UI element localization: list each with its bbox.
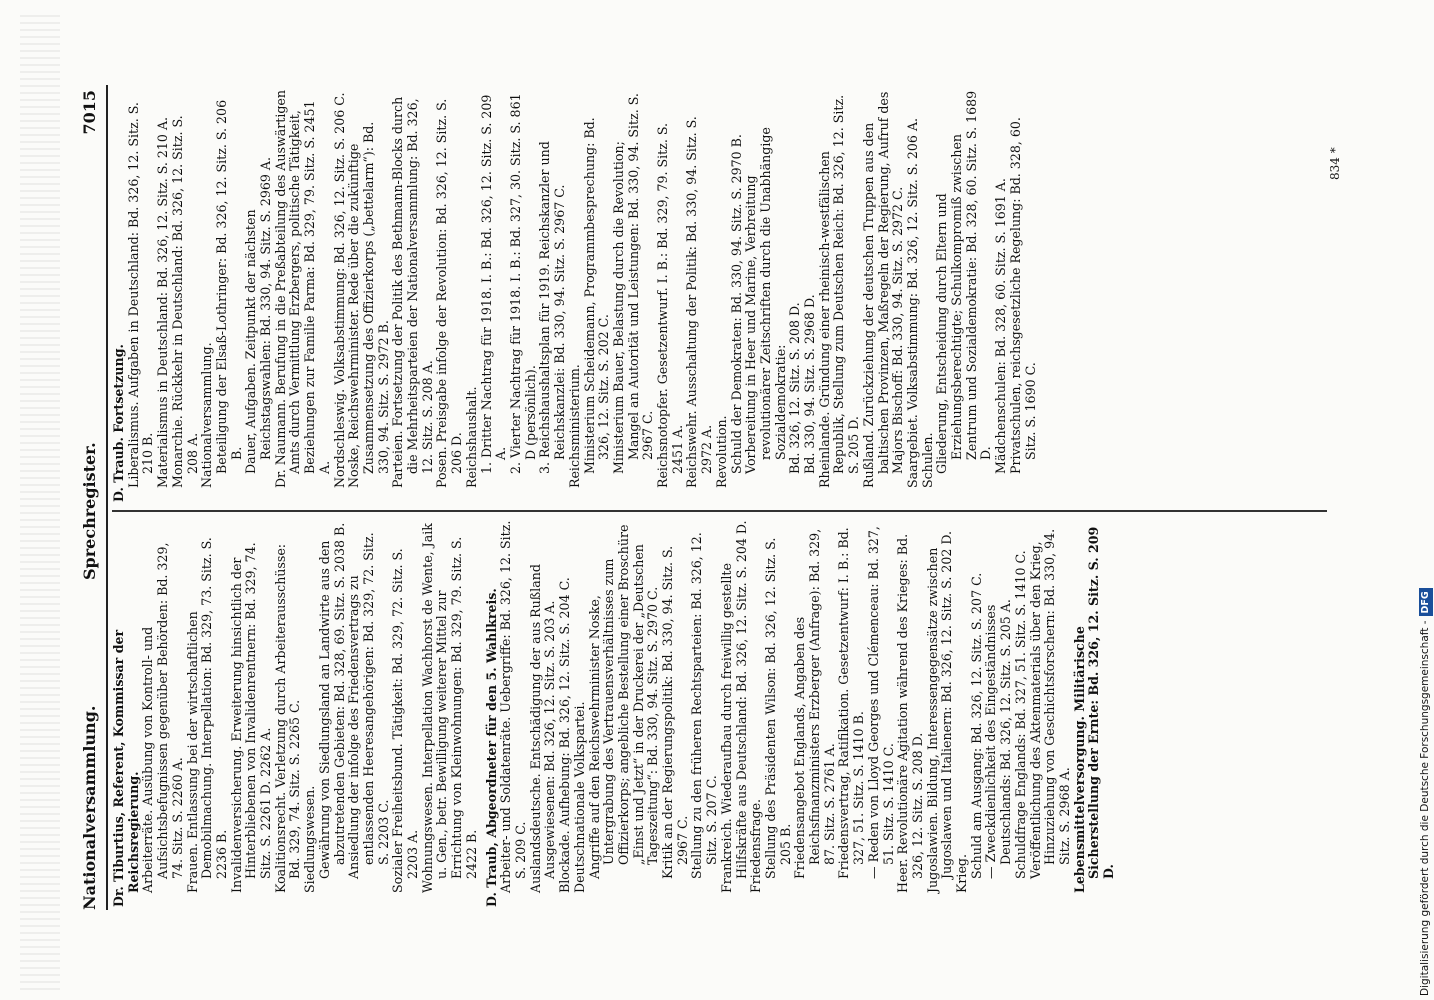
index-entry: Reichsnotopfer. Gesetzentwurf. I. B.: Bd. 329, 79. Sitz. S. 2451 A. (655, 122, 685, 488)
index-entry: Auslandsdeutsche. Entschädigung der aus Rußland Ausgewiesenen: Bd. 326, 12. Sitz. S. 203 A. (527, 564, 558, 893)
index-entry: 3. Reichshaushaltsplan für 1919. Reichskanzler und Reichskanzlei: Bd. 330, 94. Sitz. S. 2967 C. (537, 141, 568, 474)
index-entry: Friedensvertrag, Ratifikation. Gesetzentwurf: I. B.: Bd. 327, 51. Sitz. S. 1410 B. (836, 527, 867, 879)
index-entry: Privatschulen, reichsgesetzliche Regelung: Bd. 328, 60. Sitz. S. 1690 C. (1007, 117, 1038, 474)
index-entry: Mädchenschulen: Bd. 328, 60. Sitz. S. 1691 A. (993, 178, 1009, 474)
index-entry: Monarchie. Rückkehr in Deutschland: Bd. 326, 12. Sitz. S. 208 A. (169, 115, 200, 488)
index-entry: Beteiligung der Elsaß-Lothringer: Bd. 326, 12. Sitz. S. 206 B. (213, 99, 244, 474)
index-entry: Schuldfrage Englands: Bd. 327, 51. Sitz. S. 1410 C. (1012, 550, 1028, 879)
index-entry: Blockade. Aufhebung: Bd. 326, 12. Sitz. S. 204 C. (557, 577, 573, 893)
index-entry: 1. Dritter Nachtrag für 1918. I. B.: Bd. 326, 12. Sitz. S. 209 A. (478, 94, 509, 474)
index-entry: Schuld am Ausgang: Bd. 326, 12. Sitz. S. 207 C. (968, 572, 984, 879)
index-entry: Posen. Preisgabe infolge der Revolution: Bd. 326, 12. Sitz. S. 206 D. (434, 98, 465, 488)
right-column (112, 90, 1038, 502)
footer-page-mark: 834 * (1328, 147, 1342, 180)
index-entry: Reichsministerium. (566, 364, 582, 488)
index-entry: Bd. 326, 12. Sitz. S. 208 D. (787, 302, 803, 474)
index-entry: Nordschleswig. Volksabstimmung: Bd. 326, 12. Sitz. S. 206 C. (331, 92, 347, 488)
index-entry: Wohnungswesen. Interpellation Wachhorst de Wente, Jaik u. Gen., betr. Bewilligung weiterer Mittel zur Errichtung von Kleinwohnungen: Bd. 329, 79. Sitz. S. 2422 B. (419, 523, 479, 893)
index-entry: Ansiedlung der infolge des Friedensvertrags zu entlassenden Heeresangehörigen: Bd. 329, 72. Sitz. S. 2203 C. (346, 532, 391, 879)
scan-noise-strip (20, 10, 60, 990)
header-left-title: Nationalversammlung. (80, 705, 99, 910)
index-entry: Friedensfrage. (748, 798, 764, 893)
index-entry: Saargebiet. Volksabstimmung: Bd. 326, 12. Sitz. S. 206 A. (904, 117, 920, 488)
index-entry: Bd. 330, 94. Sitz. S. 2968 D. (802, 294, 818, 474)
speaker-heading: Dr. Tiburtius, Referent, Kommissar der Reichsregierung. (111, 629, 141, 907)
index-entry: Friedensangebot Englands, Angaben des Reichsfinanzministers Erzberger (Anfrage): Bd. 329, 87. Sitz. S. 2761 A. (792, 528, 837, 879)
index-entry: Ministerium Scheidemann, Programmbesprechung: Bd. 326, 12. Sitz. S. 202 C. (581, 117, 612, 474)
index-entry: Angriffe auf den Reichswehrminister Noske, Untergrabung des Vertrauensverhältnisses zum Offizierkorps; angebliche Bestellung einer Broschüre „Einst und Jetzt“ in der Druckerei der „Deutschen Tageszeitung“: Bd. 330, 94. Sitz. S. 2970 C. (586, 524, 661, 879)
index-entry: Stellung zu den früheren Rechtsparteien: Bd. 326, 12. Sitz. S. 207 C. (689, 532, 720, 879)
index-entry: Vorbereitung in Heer und Marine, Verbreitung revolutionärer Zeitschriften durch die Unabhängige Sozialdemokratie: (743, 127, 788, 474)
sidebar-credit-text (1418, 6, 1432, 996)
index-entry: Stellung des Präsidenten Wilson: Bd. 326, 12. Sitz. S. 205 B. (762, 537, 793, 879)
speaker-heading: D. Traub, Abgeordneter für den 5. Wahlkreis. (483, 588, 499, 907)
index-entry: Arbeiterräte. Ausübung von Kontroll- und Aufsichtsbefugnissen gegenüber Behörden: Bd. 329, 74. Sitz. S. 2260 A. (140, 542, 185, 893)
index-entry: Dauer, Aufgaben. Zeitpunkt der nächsten Reichstagswahlen: Bd. 330, 94. Sitz. S. 2969 A. (243, 156, 274, 474)
index-entry: Frankreich. Wiederaufbau durch freiwillig gestellte Hilfskräfte aus Deutschland: Bd. 326, 12. Sitz. S. 204 D. (718, 520, 749, 893)
header-center-title: Sprechregister. (80, 442, 99, 580)
index-entry: Siedlungswesen. (302, 785, 318, 893)
index-entry: Gewährung von Siedlungsland an Landwirte aus den abzutretenden Gebieten: Bd. 328, 69. Sitz. S. 2038 B. (316, 522, 347, 879)
left-column (112, 519, 1117, 907)
index-entry: Frauen. Entlassung bei der wirtschaftlichen Demobilmachung. Interpellation: Bd. 329, 73. Sitz. S. 2236 B. (184, 537, 229, 893)
index-entry: Schuld der Demokraten: Bd. 330, 94. Sitz. S. 2970 B. (728, 134, 744, 474)
sidebar-credit (1418, 6, 1432, 996)
column-divider (112, 510, 1327, 512)
speaker-heading: Lebensmittelversorgung. Militärische Sicherstellung der Ernte: Bd. 326, 12. Sitz. S. 209 D. (1071, 526, 1117, 893)
index-entry: Sozialer Freiheitsbund. Tätigkeit: Bd. 329, 72. Sitz. S. 2203 A. (390, 548, 421, 893)
sidebar-credit-label: Digitalisierung gefördert durch die Deutsche Forschungsgemeinschaft - (1419, 620, 1431, 996)
index-entry: Arbeiter- und Soldatenräte. Uebergriffe: Bd. 326, 12. Sitz. S. 209 C. (498, 520, 528, 893)
index-entry: — Reden von Lloyd Georges und Clémenceau: Bd. 327, 51. Sitz. S. 1410 C. (865, 526, 896, 879)
page-header (80, 90, 106, 910)
index-entry: Dr. Naumann. Berufung in die Preßabteilung des Auswärtigen Amts durch Vermittlung Erzbergers, politische Tätigkeit, Beziehungen zur Familie Parma: Bd. 329, 79. Sitz. S. 2451 A. (272, 90, 332, 488)
index-entry: Kritik an der Regierungspolitik: Bd. 330, 94. Sitz. S. 2967 C. (660, 545, 690, 879)
index-entry: Revolution. (713, 415, 729, 488)
index-entry: Ministerium Bauer, Belastung durch die Revolution; Mangel an Autorität und Leistungen: Bd. 330, 94. Sitz. S. 2967 C. (610, 93, 656, 474)
index-entry: Rußland. Zurückziehung der deutschen Truppen aus den baltischen Provinzen, Maßregeln der Regierung, Aufruf des Majors Bischoff: Bd. 330, 94. Sitz. S. 2972 C. (860, 91, 906, 488)
index-entry: Liberalismus. Aufgaben in Deutschland: Bd. 326, 12. Sitz. S. 210 B. (125, 102, 156, 488)
dfg-logo-badge: DFG (1419, 588, 1433, 616)
index-entry: Reichshaushalt. (463, 386, 479, 488)
index-entry: Deutschnationale Volkspartei. (571, 701, 587, 893)
index-entry: Krieg. (954, 854, 970, 893)
index-entry: Jugoslawien. Bildung, Interessengegensätze zwischen Jugoslawen und Italienern: Bd. 326, 12. Sitz. S. 202 D. (924, 530, 955, 893)
index-entry: Invalidenversicherung. Erweiterung hinsichtlich der Hinterbliebenen von Invalidenrentnern: Bd. 329, 74. Sitz. S. 2261 D. 2262 A. (228, 542, 274, 893)
index-entry: Koalitionsrecht. Verletzung durch Arbeiterausschüsse: Bd. 329, 74. Sitz. S. 2265 C. (272, 543, 303, 893)
index-entry: Heer. Revolutionäre Agitation während des Krieges: Bd. 326, 12. Sitz. S. 208 D. (895, 533, 925, 893)
index-entry: 2. Vierter Nachtrag für 1918. I. B.: Bd. 327, 30. Sitz. S. 861 D (persönlich). (507, 93, 538, 474)
index-entry: Veröffentlichung des Aktenmaterials über den Krieg, Hinzuziehung von Geschichtsforschern: Bd. 330, 94. Sitz. S. 2968 A. (1027, 528, 1072, 879)
index-entry: Materialismus in Deutschland: Bd. 326, 12. Sitz. S. 210 A. (155, 116, 171, 488)
header-rule (106, 85, 108, 910)
speaker-heading: D. Traub. Fortsetzung. (111, 344, 126, 502)
index-entry: Schulen. (919, 432, 935, 488)
index-entry: Nationalversammlung. (199, 342, 215, 488)
index-entry: Reichswehr. Ausschaltung der Politik: Bd. 330, 94. Sitz. S. 2972 A. (684, 116, 715, 488)
index-entry: Parteien. Fortsetzung der Politik des Bethmann-Blocks durch die Mehrheitsparteien der Nationalversammlung: Bd. 326, 12. Sitz. S. 208 A. (390, 96, 435, 488)
index-entry: Rheinlande. Gründung einer rheinisch-westfälischen Republik, Stellung zum Deutschen Reich: Bd. 326, 12. Sitz. S. 205 D. (816, 94, 862, 488)
index-entry: Noske, Reichswehrminister. Rede über die zukünftige Zusammensetzung des Offizierkorps („bettelarm“): Bd. 330, 94. Sitz. S. 2972 B. (346, 121, 391, 488)
page-number: 7015 (80, 90, 99, 135)
index-entry: Gliederung, Entscheidung durch Eltern und Erziehungsberechtigte; Schulkompromiß zwischen Zentrum und Sozialdemokratie: Bd. 328, 60. Sitz. S. 1689 D. (934, 90, 994, 474)
index-entry: — Zweckdienlichkeit des Eingeständnisses Deutschlands: Bd. 326, 12. Sitz. S. 205 A. (983, 599, 1014, 879)
